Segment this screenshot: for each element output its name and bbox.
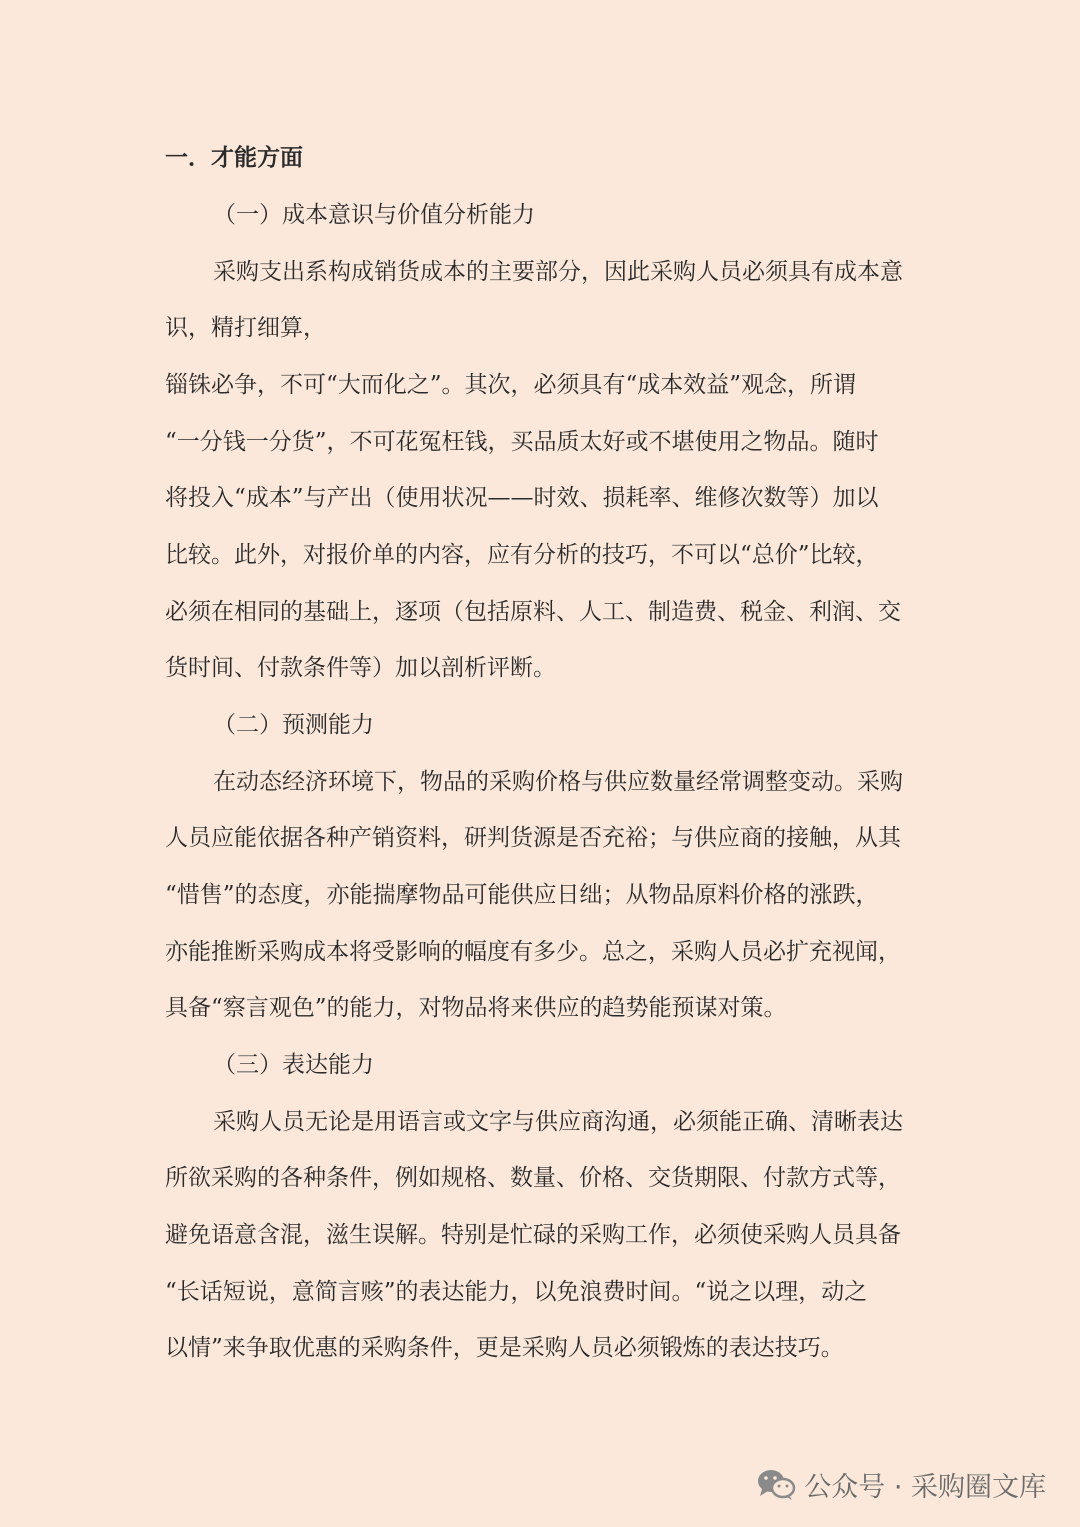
paragraph-line: 亦能推断采购成本将受影响的幅度有多少。总之，采购人员必扩充视闻， — [165, 939, 901, 965]
watermark-text: 公众号 · 采购圈文库 — [804, 1471, 1046, 1503]
subheading-forecasting: （二）预测能力 — [213, 712, 374, 738]
paragraph-line: 采购人员无论是用语言或文字与供应商沟通，必须能正确、清晰表达 — [213, 1109, 903, 1135]
subheading-expression: （三）表达能力 — [213, 1052, 374, 1078]
section-heading: 一．才能方面 — [165, 145, 303, 171]
wechat-icon — [756, 1467, 796, 1501]
paragraph-line: “长话短说，意简言赅”的表达能力，以免浪费时间。“说之以理，动之 — [165, 1279, 868, 1305]
paragraph-line: “一分钱一分货”，不可花冤枉钱，买品质太好或不堪使用之物品。随时 — [165, 429, 879, 455]
paragraph-line: 必须在相同的基础上，逐项（包括原料、人工、制造费、税金、利润、交 — [165, 599, 901, 625]
watermark — [756, 1464, 1046, 1504]
paragraph-line: 识，精打细算， — [165, 315, 326, 341]
paragraph-line: 锱铢必争，不可“大而化之”。其次，必须具有“成本效益”观念，所谓 — [165, 372, 857, 398]
paragraph-line: 所欲采购的各种条件，例如规格、数量、价格、交货期限、付款方式等， — [165, 1165, 901, 1191]
paragraph-line: 比较。此外，对报价单的内容，应有分析的技巧，不可以“总价”比较， — [165, 542, 879, 568]
paragraph-line: 人员应能依据各种产销资料，研判货源是否充裕；与供应商的接触，从其 — [165, 825, 901, 851]
paragraph-line: 具备“察言观色”的能力，对物品将来供应的趋势能预谋对策。 — [165, 995, 787, 1021]
paragraph-line: “惜售”的态度，亦能揣摩物品可能供应日绌；从物品原料价格的涨跌， — [165, 882, 879, 908]
subheading-cost-awareness: （一）成本意识与价值分析能力 — [213, 202, 535, 228]
paragraph-line: 采购支出系构成销货成本的主要部分，因此采购人员必须具有成本意 — [213, 259, 903, 285]
paragraph-line: 以情”来争取优惠的采购条件，更是采购人员必须锻炼的表达技巧。 — [165, 1335, 844, 1361]
paragraph-line: 将投入“成本”与产出（使用状况——时效、损耗率、维修次数等）加以 — [165, 485, 879, 511]
paragraph-line: 货时间、付款条件等）加以剖析评断。 — [165, 655, 556, 681]
paragraph-line: 在动态经济环境下，物品的采购价格与供应数量经常调整变动。采购 — [213, 769, 903, 795]
paragraph-line: 避免语意含混，滋生误解。特别是忙碌的采购工作，必须使采购人员具备 — [165, 1222, 901, 1248]
